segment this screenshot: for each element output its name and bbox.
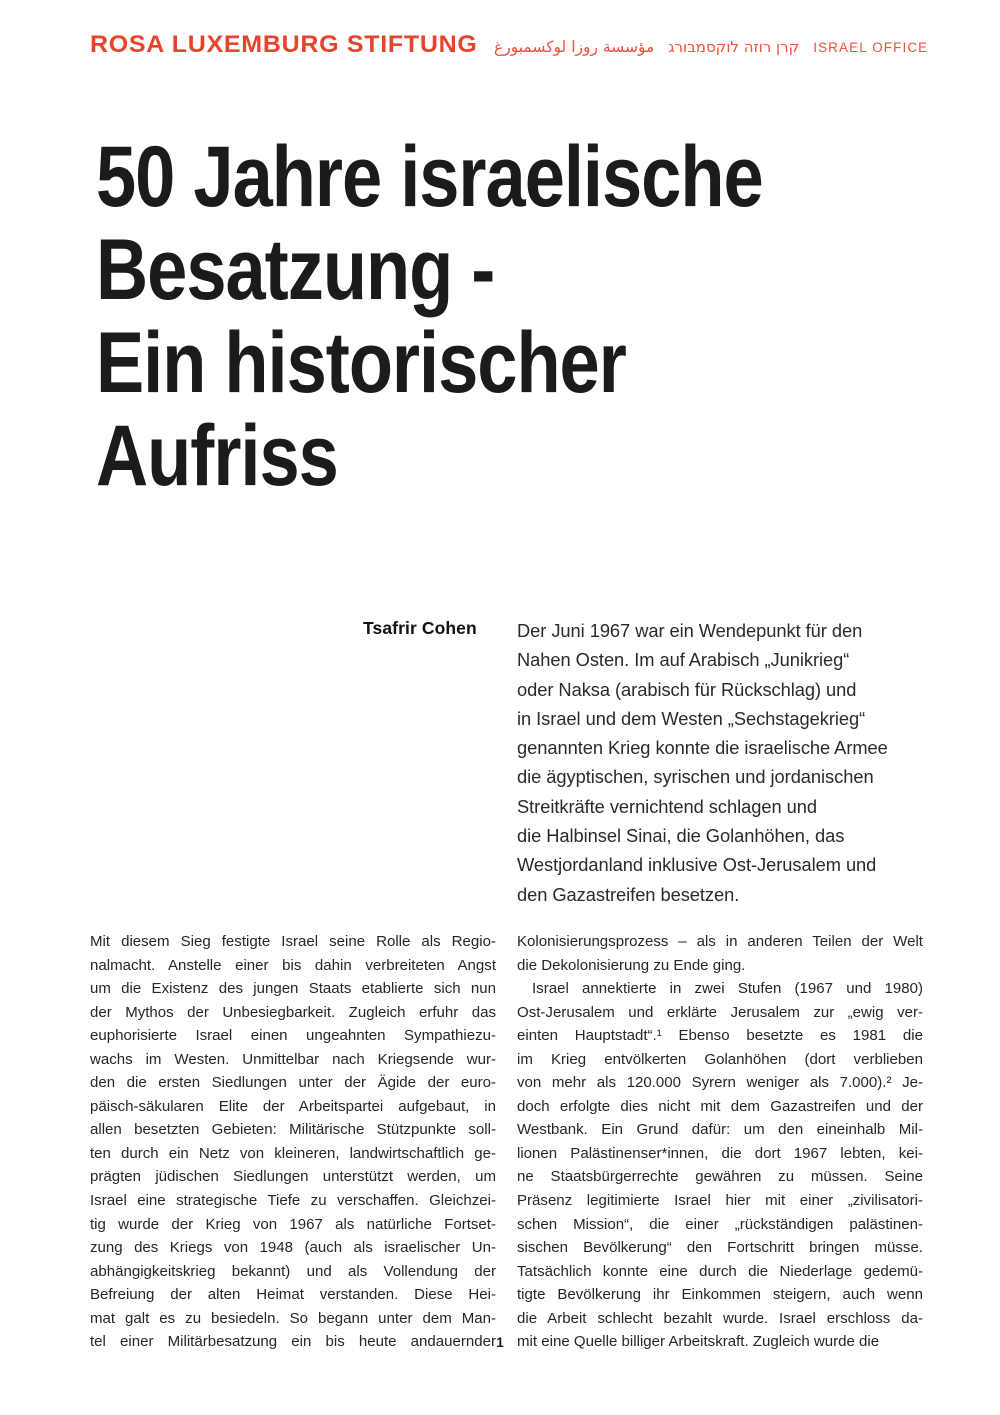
lead-paragraph xyxy=(517,616,937,909)
body-line: Mit diesem Sieg festigte Israel seine Rolle als Regio- xyxy=(90,933,496,950)
author-byline: Tsafrir Cohen xyxy=(363,618,477,638)
body-line: ten durch ein Netz von kleineren, landwirtschaftlich ge- xyxy=(90,1144,496,1162)
body-line: Tatsächlich konnte eine durch die Niederlage gedemü- xyxy=(517,1262,923,1280)
body-line: um die Existenz des jungen Staats etablierte sich nun xyxy=(90,980,496,998)
page-number: 1 xyxy=(496,1335,504,1350)
masthead xyxy=(90,31,929,61)
lead-line: Nahen Osten. Im auf Arabisch „Junikrieg“ xyxy=(517,649,850,671)
body-line: zung des Kriegs von 1948 (auch als israelischer Un- xyxy=(90,1239,496,1257)
lead-line: Streitkräfte vernichtend schlagen und xyxy=(517,795,817,817)
body-line: Präsenz legitimierte Israel hier mit einer „zivilisatori- xyxy=(517,1192,923,1210)
body-line: einten Hauptstadt“.¹ Ebenso besetzte es 1981 die xyxy=(517,1027,923,1045)
lead-line: in Israel und dem Westen „Sechstagekrieg“ xyxy=(517,707,866,729)
body-line: Kolonisierungsprozess – als in anderen Teilen der Welt xyxy=(517,933,923,950)
body-line: lionen Palästinenser*innen, die dort 1967 lebten, kei- xyxy=(517,1144,923,1162)
body-line: Befreiung der alten Heimat verstanden. Diese Hei- xyxy=(90,1286,496,1304)
body-line: Israel annektierte in zwei Stufen (1967 und 1980) xyxy=(532,980,923,998)
lead-line: die Halbinsel Sinai, die Golanhöhen, das xyxy=(517,825,845,847)
office-name-english: ISRAEL OFFICE xyxy=(813,40,929,55)
body-line: wachs im Westen. Unmittelbar nach Kriegsende wur- xyxy=(90,1050,496,1068)
title-line-2: Besatzung - xyxy=(96,222,495,318)
body-line: mit eine Quelle billiger Arbeitskraft. Zugleich wurde die xyxy=(517,1333,880,1351)
page-title xyxy=(96,131,926,503)
lead-line: Westjordanland inklusive Ost-Jerusalem und xyxy=(517,854,877,876)
body-line: allen besetzten Gebieten: Militärische Stützpunkte soll- xyxy=(90,1121,496,1139)
body-line: schen Mission“, die einer „rückständigen palästinen- xyxy=(517,1215,923,1233)
lead-line: den Gazastreifen besetzen. xyxy=(517,883,740,905)
organization-logo-wordmark: ROSA LUXEMBURG STIFTUNG xyxy=(90,31,478,58)
body-line: tig wurde der Krieg von 1967 als natürliche Fortset- xyxy=(90,1215,496,1233)
body-line: euphorisierte Israel einen ungeahnten Sympathiezu- xyxy=(90,1027,496,1045)
office-name-hebrew: קרן רוזה לוקסמבורג xyxy=(668,38,800,56)
body-line: Israel eine strategische Tiefe zu verschaffen. Gleichzei- xyxy=(90,1192,496,1210)
lead-line: genannten Krieg konnte die israelische Armee xyxy=(517,737,888,759)
body-line: von mehr als 120.000 Syrern weniger als 7.000).² Je- xyxy=(517,1074,923,1092)
body-line: Ost-Jerusalem und erklärte Jerusalem zur „ewig ver- xyxy=(517,1003,923,1021)
body-line: sischen Bevölkerung“ den Fortschritt bringen müsse. xyxy=(517,1239,923,1257)
lead-line: die ägyptischen, syrischen und jordanischen xyxy=(517,766,874,788)
body-line: ne Staatsbürgerrechte gewähren zu müssen. Seine xyxy=(517,1168,923,1186)
body-line: tel einer Militärbesatzung ein bis heute andauernder xyxy=(90,1333,496,1351)
title-line-4: Aufriss xyxy=(96,408,338,504)
body-line: doch erfolgte dies nicht mit dem Gazastreifen und der xyxy=(517,1097,923,1115)
body-column-right xyxy=(517,930,923,1354)
body-line: Westbank. Ein Grund dafür: um den eineinhalb Mil- xyxy=(517,1121,923,1139)
title-line-3: Ein historischer xyxy=(96,315,626,411)
paragraph xyxy=(517,930,923,1354)
body-line: abhängigkeitskrieg bekannt) und als Vollendung der xyxy=(90,1262,496,1280)
body-line: der Mythos der Unbesiegbarkeit. Zugleich erfuhr das xyxy=(90,1003,496,1021)
body-line: nalmacht. Anstelle einer bis dahin verbreiteten Angst xyxy=(90,956,496,974)
office-identifiers xyxy=(494,38,928,56)
body-column-left xyxy=(90,930,496,1354)
body-line: tigte Bevölkerung ihr Einkommen steigern, auch wenn xyxy=(517,1286,923,1304)
title-line-1: 50 Jahre israelische xyxy=(96,129,763,225)
lead-line: oder Naksa (arabisch für Rückschlag) und xyxy=(517,678,857,700)
lead-line: Der Juni 1967 war ein Wendepunkt für den xyxy=(517,620,863,641)
office-name-arabic: مؤسسة روزا لوكسمبورغ xyxy=(493,38,655,56)
body-line: im Krieg entvölkerten Golanhöhen (dort verblieben xyxy=(517,1050,923,1068)
body-line: den die ersten Siedlungen unter der Ägide der euro- xyxy=(90,1074,496,1092)
body-line: päisch-säkularen Elite der Arbeitspartei aufgebaut, in xyxy=(90,1097,496,1115)
body-line: mat galt es zu besiedeln. So begann unter dem Man- xyxy=(90,1309,496,1327)
paragraph xyxy=(90,930,496,1354)
body-line: die Dekolonisierung zu Ende ging. xyxy=(517,956,746,974)
body-line: prägten jüdischen Siedlungen unterstützt werden, um xyxy=(90,1168,496,1186)
body-line: die Arbeit schlecht bezahlt wurde. Israel erschloss da- xyxy=(517,1309,923,1327)
